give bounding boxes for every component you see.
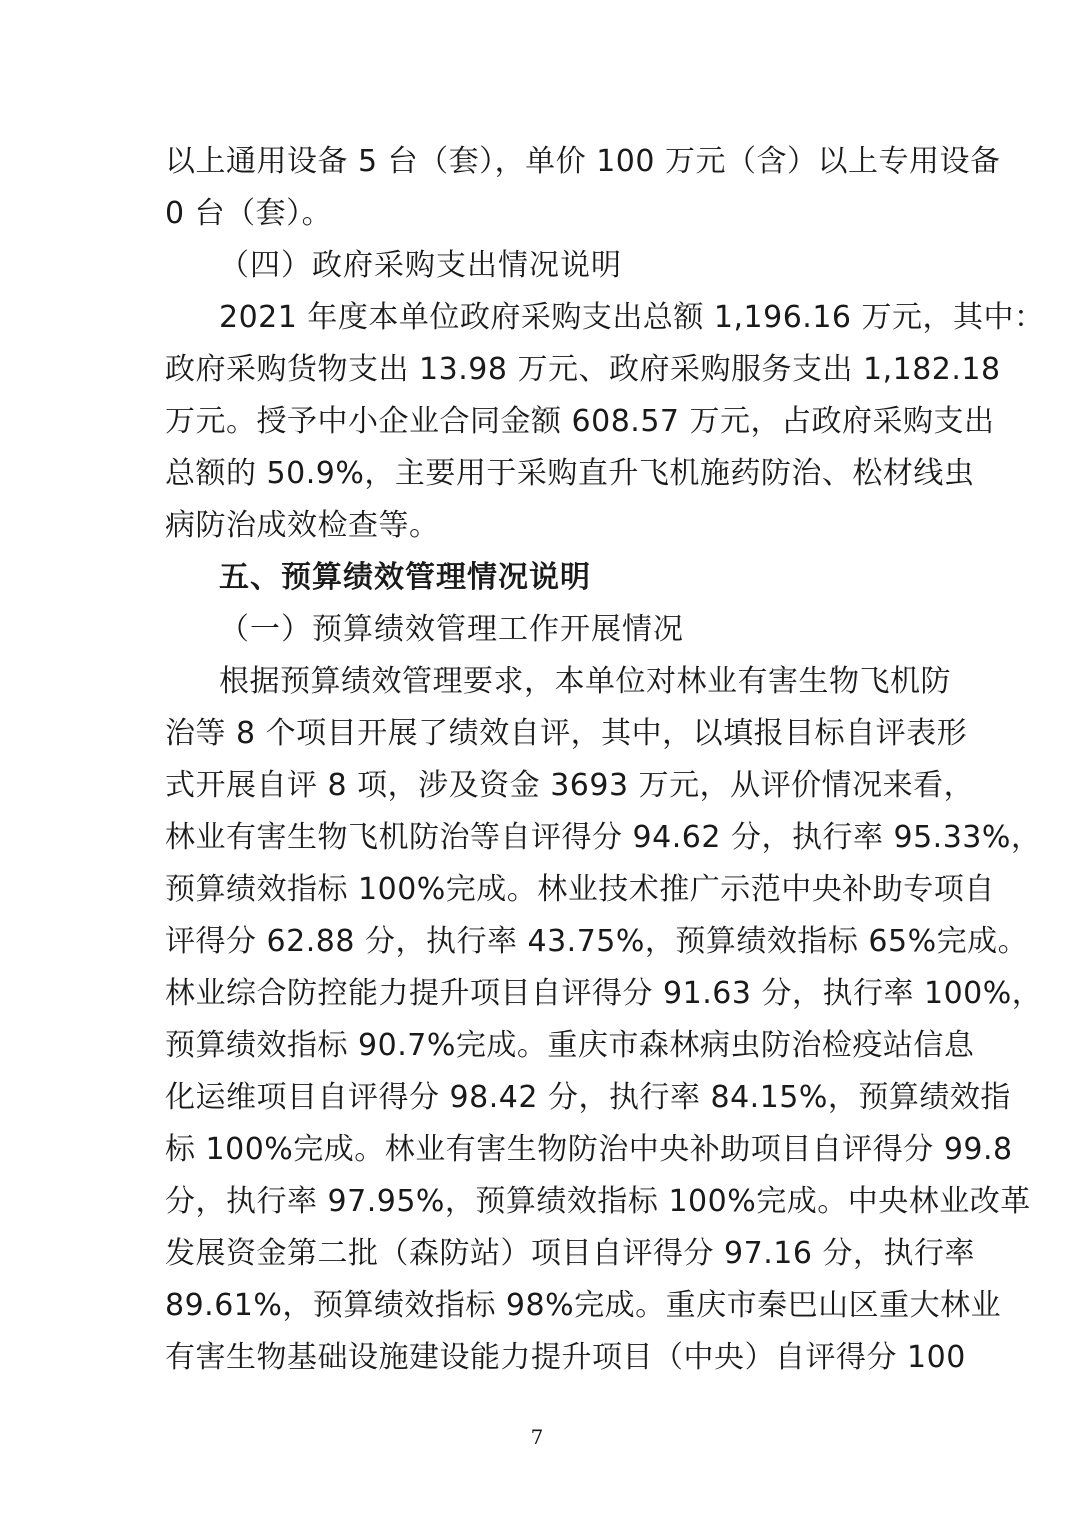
paragraph-line: 林业有害生物飞机防治等自评得分 94.62 分，执行率 95.33%， xyxy=(165,820,1042,855)
paragraph-line: 化运维项目自评得分 98.42 分，执行率 84.15%，预算绩效指 xyxy=(165,1080,1011,1115)
paragraph-line: 根据预算绩效管理要求，本单位对林业有害生物飞机防 xyxy=(219,664,951,699)
paragraph-line: 评得分 62.88 分，执行率 43.75%，预算绩效指标 65%完成。 xyxy=(165,924,1029,959)
paragraph-line: 标 100%完成。林业有害生物防治中央补助项目自评得分 99.8 xyxy=(165,1132,1013,1167)
section-heading-government-procurement: （四）政府采购支出情况说明 xyxy=(219,248,622,283)
section-heading-performance-work: （一）预算绩效管理工作开展情况 xyxy=(219,612,684,647)
paragraph-line: 有害生物基础设施建设能力提升项目（中央）自评得分 100 xyxy=(165,1340,966,1375)
paragraph-line: 病防治成效检查等。 xyxy=(165,508,440,543)
page-number: 7 xyxy=(530,1425,544,1449)
paragraph-line: 0 台（套）。 xyxy=(165,196,333,231)
paragraph-line: 总额的 50.9%，主要用于采购直升飞机施药防治、松材线虫 xyxy=(165,456,975,491)
paragraph-line: 治等 8 个项目开展了绩效自评，其中，以填报目标自评表形 xyxy=(165,716,968,751)
paragraph-line: 政府采购货物支出 13.98 万元、政府采购服务支出 1,182.18 xyxy=(165,352,1001,387)
chapter-heading-performance-management: 五、预算绩效管理情况说明 xyxy=(219,560,591,595)
paragraph-line: 式开展自评 8 项，涉及资金 3693 万元，从评价情况来看， xyxy=(165,768,975,803)
paragraph-line: 万元。授予中小企业合同金额 608.57 万元，占政府采购支出 xyxy=(165,404,995,439)
paragraph-line: 以上通用设备 5 台（套），单价 100 万元（含）以上专用设备 xyxy=(165,144,1001,179)
paragraph-line: 预算绩效指标 90.7%完成。重庆市森林病虫防治检疫站信息 xyxy=(165,1028,975,1063)
paragraph-line: 林业综合防控能力提升项目自评得分 91.63 分，执行率 100%， xyxy=(165,976,1043,1011)
paragraph-line: 2021 年度本单位政府采购支出总额 1,196.16 万元，其中： xyxy=(219,300,1045,335)
paragraph-line: 发展资金第二批（森防站）项目自评得分 97.16 分，执行率 xyxy=(165,1236,975,1271)
paragraph-line: 分，执行率 97.95%，预算绩效指标 100%完成。中央林业改革 xyxy=(165,1184,1031,1219)
paragraph-line: 89.61%，预算绩效指标 98%完成。重庆市秦巴山区重大林业 xyxy=(165,1288,1002,1323)
paragraph-line: 预算绩效指标 100%完成。林业技术推广示范中央补助专项自 xyxy=(165,872,995,907)
